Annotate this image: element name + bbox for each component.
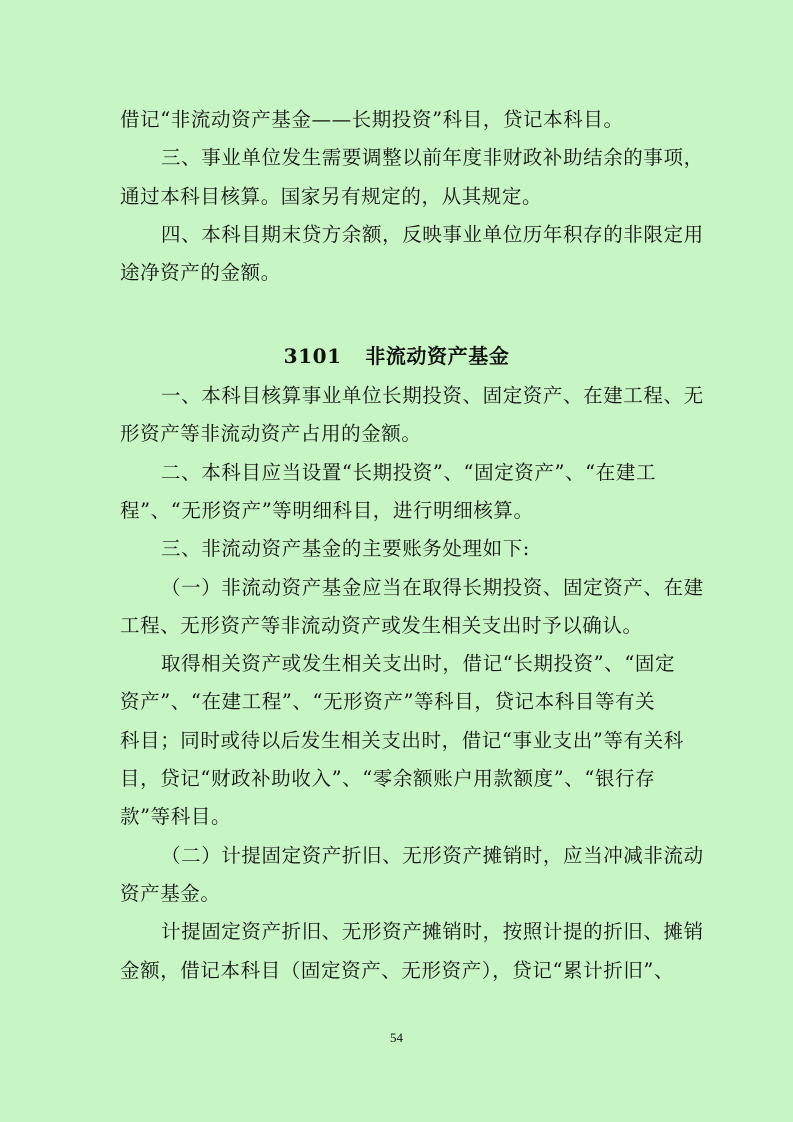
section-heading: [0, 342, 793, 370]
text-line: 借记“非流动资产基金——长期投资”科目，贷记本科目。: [120, 108, 624, 131]
text-line: 一、本科目核算事业单位长期投资、固定资产、在建工程、无: [161, 384, 704, 407]
text-line: 科目；同时或待以后发生相关支出时，借记“事业支出”等有关科: [120, 728, 684, 752]
text-line: 形资产等非流动资产占用的金额。: [120, 422, 422, 446]
text-line: 三、事业单位发生需要调整以前年度非财政补助结余的事项，: [161, 146, 704, 170]
text-line: 计提固定资产折旧、无形资产摊销时，按照计提的折旧、摊销: [161, 920, 704, 944]
text-line: 二、本科目应当设置“长期投资”、“固定资产”、“在建工: [161, 460, 657, 484]
text-line: 目，贷记“财政补助收入”、“零余额账户用款额度”、“银行存: [120, 767, 656, 790]
text-line: 取得相关资产或发生相关支出时，借记“长期投资”、“固定: [161, 652, 676, 676]
text-line: 四、本科目期末贷方余额，反映事业单位历年积存的非限定用: [161, 222, 704, 246]
text-line: 通过本科目核算。国家另有规定的，从其规定。: [120, 184, 543, 208]
section-code: 3101: [283, 344, 342, 368]
text-line: 三、非流动资产基金的主要账务处理如下:: [161, 537, 530, 561]
text-line: 工程、无形资产等非流动资产或发生相关支出时予以确认。: [120, 613, 643, 637]
text-line: 资产”、“在建工程”、“无形资产”等科目，贷记本科目等有关: [120, 690, 656, 714]
text-line: （一）非流动资产基金应当在取得长期投资、固定资产、在建: [161, 575, 704, 599]
text-line: 程”、“无形资产”等明细科目，进行明细核算。: [120, 498, 534, 522]
text-line: 款”等科目。: [120, 805, 232, 829]
text-line: （二）计提固定资产折旧、无形资产摊销时，应当冲减非流动: [161, 843, 704, 867]
section-title: 非流动资产基金: [365, 344, 510, 368]
text-line: 金额，借记本科目（固定资产、无形资产），贷记“累计折旧”、: [120, 958, 675, 982]
page-number: 54: [390, 1030, 403, 1045]
text-line: 途净资产的金额。: [120, 261, 281, 285]
text-line: 资产基金。: [120, 881, 221, 905]
